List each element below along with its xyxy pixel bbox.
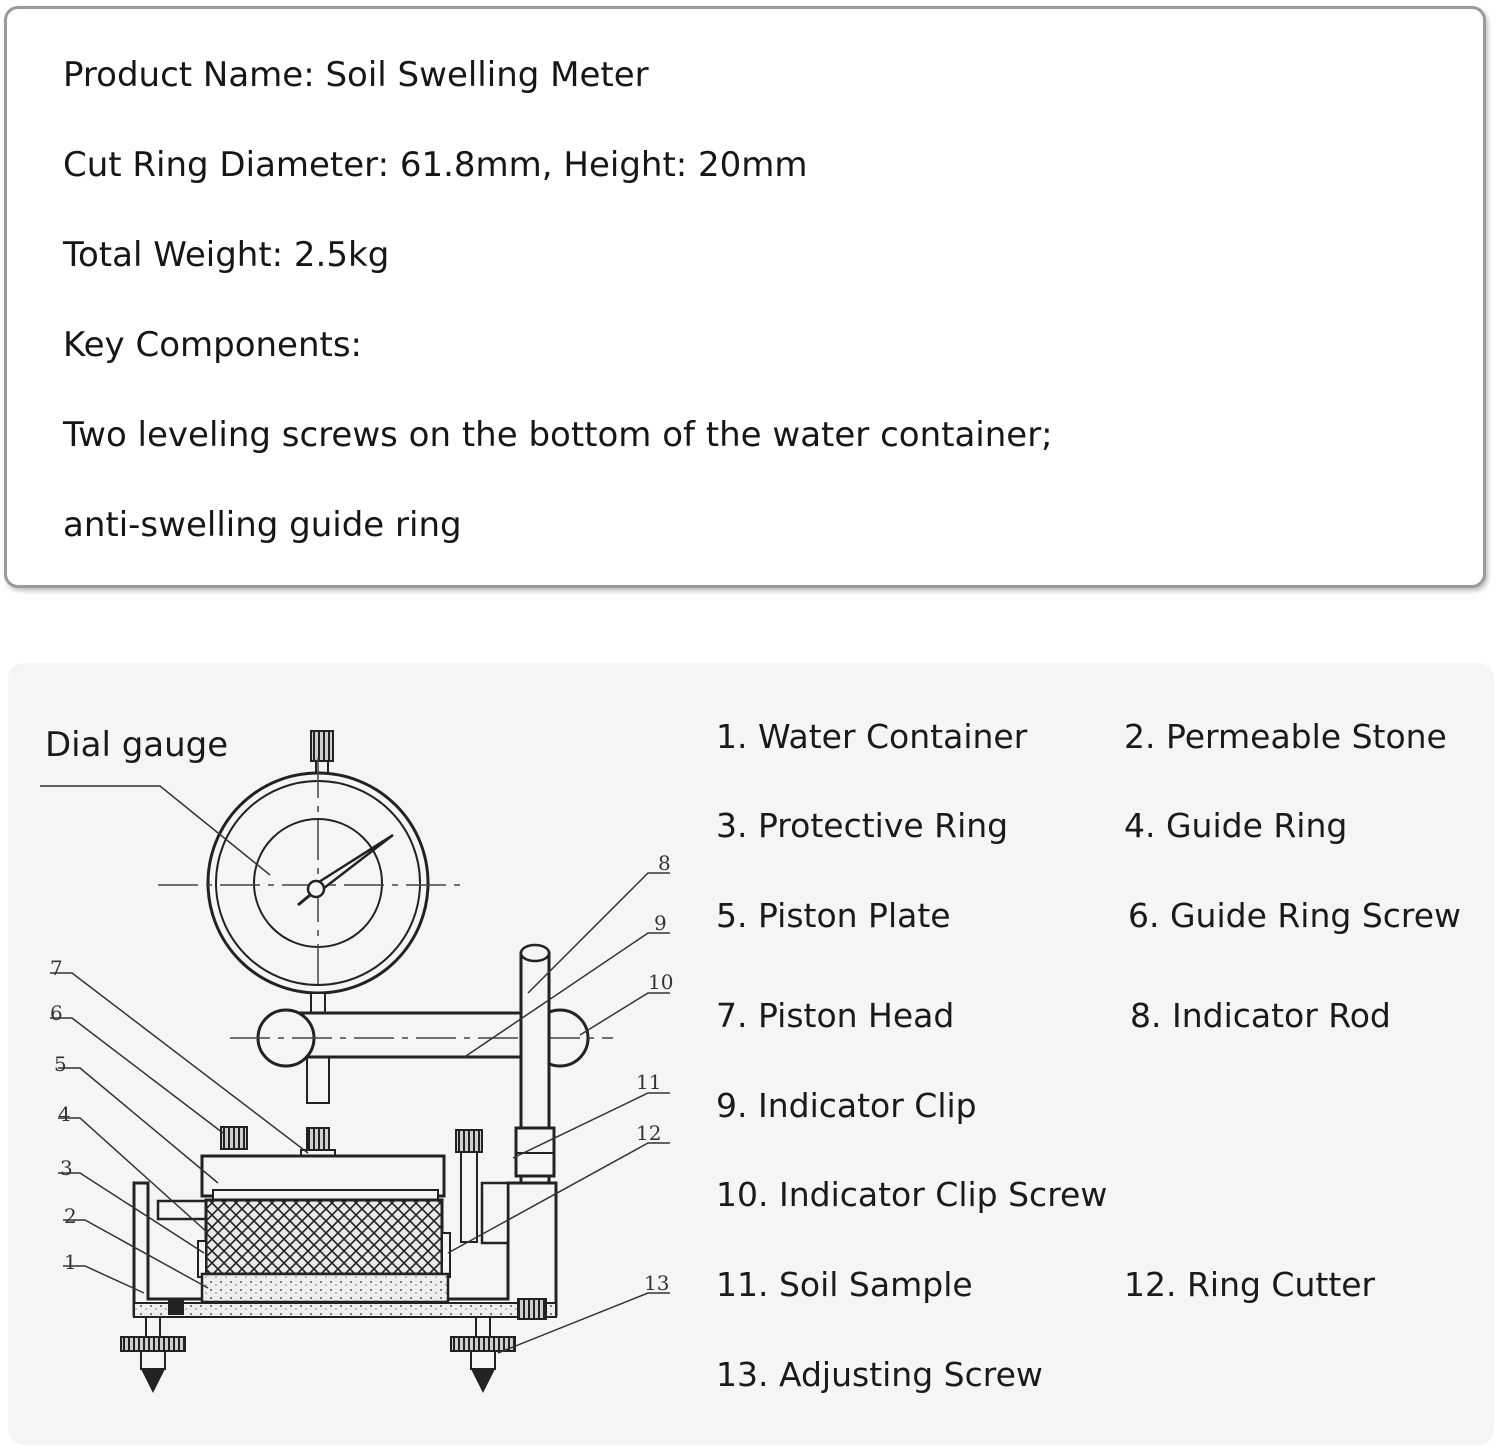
part-3: 3. Protective Ring: [716, 806, 1009, 845]
part-2: 2. Permeable Stone: [1124, 717, 1447, 756]
callout-10: 10: [648, 970, 674, 994]
callout-1: 1: [64, 1250, 77, 1274]
callout-12: 12: [636, 1121, 662, 1145]
spec-leveling-screws: Two leveling screws on the bottom of the water container;: [63, 415, 1053, 455]
part-13: 13. Adjusting Screw: [716, 1355, 1043, 1394]
part-12: 12. Ring Cutter: [1124, 1265, 1376, 1304]
base-bolt-left: [168, 1299, 184, 1315]
part-7: 7. Piston Head: [716, 996, 955, 1035]
part-1: 1. Water Container: [716, 717, 1028, 756]
spec-guide-ring: anti-swelling guide ring: [63, 505, 462, 545]
callout-11: 11: [636, 1070, 662, 1094]
ring-cutter-right: [442, 1233, 450, 1277]
indicator-clip: [230, 1010, 613, 1066]
diagram-panel: [8, 663, 1494, 1445]
callout-7: 7: [50, 956, 63, 980]
callout-5: 5: [54, 1052, 67, 1076]
adjusting-screw-left: [121, 1317, 185, 1393]
callout-13: 13: [644, 1271, 670, 1295]
part-5: 5. Piston Plate: [716, 896, 951, 935]
spec-total-weight: Total Weight: 2.5kg: [63, 235, 390, 275]
soil-swelling-meter-drawing: [8, 663, 708, 1445]
part-11: 11. Soil Sample: [716, 1265, 973, 1304]
callout-4: 4: [58, 1102, 71, 1126]
spec-key-components: Key Components:: [63, 325, 363, 365]
callout-2: 2: [64, 1204, 77, 1228]
dial-gauge: [158, 731, 463, 1013]
part-9: 9. Indicator Clip: [716, 1086, 977, 1125]
callout-8: 8: [658, 851, 671, 875]
part-10: 10. Indicator Clip Screw: [716, 1175, 1108, 1214]
part-6: 6. Guide Ring Screw: [1128, 896, 1462, 935]
callout-3: 3: [60, 1156, 73, 1180]
part-4: 4. Guide Ring: [1124, 806, 1348, 845]
spec-cut-ring: Cut Ring Diameter: 61.8mm, Height: 20mm: [63, 145, 808, 185]
permeable-stone: [202, 1274, 448, 1302]
adjusting-screw-right: [451, 1317, 515, 1393]
part-8: 8. Indicator Rod: [1130, 996, 1391, 1035]
guide-ring-screw-left: [221, 1127, 247, 1149]
ring-cutter-left: [198, 1241, 206, 1277]
spec-product-name: Product Name: Soil Swelling Meter: [63, 55, 649, 95]
soil-sample: [206, 1200, 442, 1274]
dial-gauge-label: Dial gauge: [45, 725, 229, 765]
guide-ring-screw-right: [456, 1130, 482, 1152]
callout-9: 9: [654, 911, 667, 935]
specifications-box: [4, 6, 1486, 588]
callout-6: 6: [50, 1001, 63, 1025]
